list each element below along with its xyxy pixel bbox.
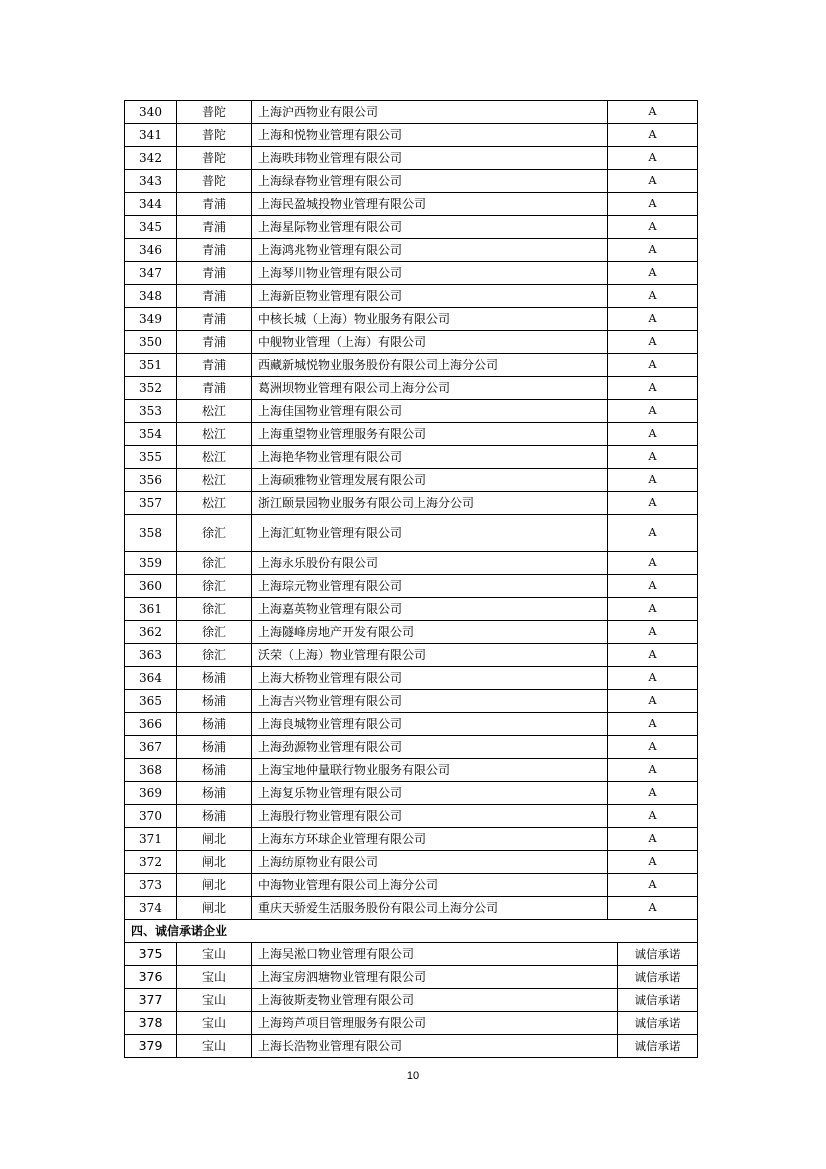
row-number: 355 (125, 446, 177, 469)
district-cell: 杨浦 (177, 690, 252, 713)
grade-cell: A (608, 667, 698, 690)
table-row (125, 575, 698, 598)
district-cell: 杨浦 (177, 805, 252, 828)
row-number: 363 (125, 644, 177, 667)
grade-cell: A (608, 193, 698, 216)
district-cell: 青浦 (177, 216, 252, 239)
table-row (125, 515, 698, 552)
district-cell: 松江 (177, 446, 252, 469)
row-number: 351 (125, 354, 177, 377)
grade-cell: A (608, 690, 698, 713)
grade-cell: 诚信承诺 (618, 1035, 698, 1058)
company-name-cell: 上海吉兴物业管理有限公司 (252, 690, 608, 713)
table-row (125, 759, 698, 782)
page-number: 10 (406, 1070, 420, 1082)
row-number: 375 (125, 943, 177, 966)
district-cell: 宝山 (177, 989, 252, 1012)
grade-cell: A (608, 851, 698, 874)
row-number: 361 (125, 598, 177, 621)
section-title: 四、诚信承诺企业 (125, 920, 698, 943)
company-name-cell: 上海纺原物业有限公司 (252, 851, 608, 874)
company-name-cell: 上海新臣物业管理有限公司 (252, 285, 608, 308)
grade-cell: A (608, 828, 698, 851)
district-cell: 青浦 (177, 331, 252, 354)
company-name-cell: 葛洲坝物业管理有限公司上海分公司 (252, 377, 608, 400)
district-cell: 青浦 (177, 377, 252, 400)
company-name-cell: 上海东方环球企业管理有限公司 (252, 828, 608, 851)
company-name-cell: 上海重望物业管理服务有限公司 (252, 423, 608, 446)
row-number: 368 (125, 759, 177, 782)
grade-cell: A (608, 515, 698, 552)
district-cell: 闸北 (177, 897, 252, 920)
company-name-cell: 上海和悦物业管理有限公司 (252, 124, 608, 147)
company-name-cell: 上海复乐物业管理有限公司 (252, 782, 608, 805)
row-number: 347 (125, 262, 177, 285)
table-row (125, 943, 698, 966)
row-number: 340 (125, 101, 177, 124)
table-row (125, 552, 698, 575)
table-row (125, 897, 698, 920)
grade-cell: 诚信承诺 (618, 989, 698, 1012)
row-number: 372 (125, 851, 177, 874)
company-name-cell: 上海大桥物业管理有限公司 (252, 667, 608, 690)
row-number: 365 (125, 690, 177, 713)
company-name-cell: 上海彼斯麦物业管理有限公司 (252, 989, 618, 1012)
table-row (125, 331, 698, 354)
grade-cell: A (608, 124, 698, 147)
company-name-cell: 上海良城物业管理有限公司 (252, 713, 608, 736)
grade-cell: A (608, 285, 698, 308)
district-cell: 青浦 (177, 308, 252, 331)
company-name-cell: 中舰物业管理（上海）有限公司 (252, 331, 608, 354)
table-row (125, 400, 698, 423)
table-row (125, 492, 698, 515)
row-number: 353 (125, 400, 177, 423)
row-number: 376 (125, 966, 177, 989)
table-row (125, 828, 698, 851)
table-row (125, 124, 698, 147)
grade-cell: A (608, 736, 698, 759)
company-name-cell: 上海嘉英物业管理有限公司 (252, 598, 608, 621)
grade-cell: A (608, 552, 698, 575)
company-name-cell: 上海劲源物业管理有限公司 (252, 736, 608, 759)
table-row (125, 262, 698, 285)
company-name-cell: 上海硕雅物业管理发展有限公司 (252, 469, 608, 492)
row-number: 362 (125, 621, 177, 644)
district-cell: 宝山 (177, 966, 252, 989)
district-cell: 青浦 (177, 285, 252, 308)
enterprise-table-b (124, 942, 698, 1058)
row-number: 360 (125, 575, 177, 598)
row-number: 348 (125, 285, 177, 308)
company-name-cell: 上海琮元物业管理有限公司 (252, 575, 608, 598)
grade-cell: 诚信承诺 (618, 966, 698, 989)
row-number: 378 (125, 1012, 177, 1035)
company-name-cell: 上海宝地仲量联行物业服务有限公司 (252, 759, 608, 782)
table-row (125, 713, 698, 736)
table-row (125, 308, 698, 331)
grade-cell: A (608, 805, 698, 828)
grade-cell: A (608, 874, 698, 897)
district-cell: 杨浦 (177, 782, 252, 805)
company-name-cell: 上海艳华物业管理有限公司 (252, 446, 608, 469)
table-row (125, 644, 698, 667)
table-row (125, 1012, 698, 1035)
table-row (125, 598, 698, 621)
row-number: 371 (125, 828, 177, 851)
section-header-row (125, 920, 698, 943)
table-row (125, 446, 698, 469)
company-name-cell: 上海沪西物业有限公司 (252, 101, 608, 124)
company-name-cell: 沃荣（上海）物业管理有限公司 (252, 644, 608, 667)
row-number: 356 (125, 469, 177, 492)
grade-cell: A (608, 644, 698, 667)
district-cell: 徐汇 (177, 552, 252, 575)
district-cell: 普陀 (177, 101, 252, 124)
grade-cell: 诚信承诺 (618, 943, 698, 966)
table-row (125, 170, 698, 193)
company-name-cell: 上海长浩物业管理有限公司 (252, 1035, 618, 1058)
grade-cell: A (608, 897, 698, 920)
row-number: 369 (125, 782, 177, 805)
row-number: 366 (125, 713, 177, 736)
table-row (125, 1035, 698, 1058)
grade-cell: A (608, 308, 698, 331)
district-cell: 杨浦 (177, 713, 252, 736)
district-cell: 宝山 (177, 1035, 252, 1058)
row-number: 364 (125, 667, 177, 690)
enterprise-table-a (124, 100, 698, 943)
district-cell: 松江 (177, 492, 252, 515)
table-row (125, 354, 698, 377)
district-cell: 青浦 (177, 262, 252, 285)
table-row (125, 377, 698, 400)
row-number: 377 (125, 989, 177, 1012)
grade-cell: A (608, 492, 698, 515)
district-cell: 杨浦 (177, 736, 252, 759)
grade-cell: A (608, 147, 698, 170)
row-number: 373 (125, 874, 177, 897)
district-cell: 普陀 (177, 147, 252, 170)
table-row (125, 966, 698, 989)
district-cell: 松江 (177, 469, 252, 492)
table-row (125, 285, 698, 308)
grade-cell: A (608, 469, 698, 492)
district-cell: 松江 (177, 423, 252, 446)
company-name-cell: 上海殷行物业管理有限公司 (252, 805, 608, 828)
row-number: 352 (125, 377, 177, 400)
district-cell: 杨浦 (177, 759, 252, 782)
grade-cell: A (608, 713, 698, 736)
district-cell: 闸北 (177, 851, 252, 874)
table-row (125, 469, 698, 492)
grade-cell: A (608, 377, 698, 400)
grade-cell: A (608, 423, 698, 446)
grade-cell: A (608, 782, 698, 805)
district-cell: 徐汇 (177, 598, 252, 621)
table-row (125, 805, 698, 828)
row-number: 358 (125, 515, 177, 552)
district-cell: 青浦 (177, 193, 252, 216)
table-row (125, 874, 698, 897)
row-number: 349 (125, 308, 177, 331)
grade-cell: A (608, 331, 698, 354)
company-name-cell: 上海宝房泗塘物业管理有限公司 (252, 966, 618, 989)
grade-cell: A (608, 759, 698, 782)
row-number: 344 (125, 193, 177, 216)
company-name-cell: 重庆天骄爱生活服务股份有限公司上海分公司 (252, 897, 608, 920)
table-row (125, 851, 698, 874)
district-cell: 青浦 (177, 354, 252, 377)
company-name-cell: 上海汇虹物业管理有限公司 (252, 515, 608, 552)
row-number: 354 (125, 423, 177, 446)
district-cell: 徐汇 (177, 575, 252, 598)
district-cell: 徐汇 (177, 621, 252, 644)
company-name-cell: 中核长城（上海）物业服务有限公司 (252, 308, 608, 331)
table-row (125, 239, 698, 262)
district-cell: 杨浦 (177, 667, 252, 690)
company-name-cell: 中海物业管理有限公司上海分公司 (252, 874, 608, 897)
district-cell: 徐汇 (177, 515, 252, 552)
grade-cell: 诚信承诺 (618, 1012, 698, 1035)
grade-cell: A (608, 170, 698, 193)
row-number: 350 (125, 331, 177, 354)
district-cell: 松江 (177, 400, 252, 423)
row-number: 359 (125, 552, 177, 575)
company-name-cell: 上海星际物业管理有限公司 (252, 216, 608, 239)
row-number: 379 (125, 1035, 177, 1058)
row-number: 346 (125, 239, 177, 262)
company-name-cell: 上海永乐股份有限公司 (252, 552, 608, 575)
district-cell: 闸北 (177, 828, 252, 851)
district-cell: 宝山 (177, 1012, 252, 1035)
grade-cell: A (608, 354, 698, 377)
table-row (125, 621, 698, 644)
row-number: 357 (125, 492, 177, 515)
company-name-cell: 上海隧峰房地产开发有限公司 (252, 621, 608, 644)
grade-cell: A (608, 446, 698, 469)
table-row (125, 193, 698, 216)
district-cell: 徐汇 (177, 644, 252, 667)
company-name-cell: 上海昳玮物业管理有限公司 (252, 147, 608, 170)
grade-cell: A (608, 575, 698, 598)
row-number: 343 (125, 170, 177, 193)
grade-cell: A (608, 621, 698, 644)
table-row (125, 690, 698, 713)
district-cell: 青浦 (177, 239, 252, 262)
company-name-cell: 上海绿春物业管理有限公司 (252, 170, 608, 193)
table-row (125, 989, 698, 1012)
row-number: 342 (125, 147, 177, 170)
table-row (125, 423, 698, 446)
company-name-cell: 上海吴淞口物业管理有限公司 (252, 943, 618, 966)
grade-cell: A (608, 216, 698, 239)
district-cell: 闸北 (177, 874, 252, 897)
row-number: 367 (125, 736, 177, 759)
grade-cell: A (608, 262, 698, 285)
row-number: 374 (125, 897, 177, 920)
company-name-cell: 上海筠芦项目管理服务有限公司 (252, 1012, 618, 1035)
table-row (125, 216, 698, 239)
company-name-cell: 上海琴川物业管理有限公司 (252, 262, 608, 285)
table-row (125, 147, 698, 170)
table-row (125, 782, 698, 805)
district-cell: 普陀 (177, 124, 252, 147)
company-name-cell: 西藏新城悦物业服务股份有限公司上海分公司 (252, 354, 608, 377)
table-row (125, 667, 698, 690)
row-number: 341 (125, 124, 177, 147)
grade-cell: A (608, 101, 698, 124)
row-number: 370 (125, 805, 177, 828)
district-cell: 普陀 (177, 170, 252, 193)
table-row (125, 101, 698, 124)
table-row (125, 736, 698, 759)
grade-cell: A (608, 400, 698, 423)
district-cell: 宝山 (177, 943, 252, 966)
company-name-cell: 上海鸿兆物业管理有限公司 (252, 239, 608, 262)
company-name-cell: 上海佳国物业管理有限公司 (252, 400, 608, 423)
row-number: 345 (125, 216, 177, 239)
company-name-cell: 浙江颐景园物业服务有限公司上海分公司 (252, 492, 608, 515)
grade-cell: A (608, 598, 698, 621)
grade-cell: A (608, 239, 698, 262)
company-name-cell: 上海民盈城投物业管理有限公司 (252, 193, 608, 216)
